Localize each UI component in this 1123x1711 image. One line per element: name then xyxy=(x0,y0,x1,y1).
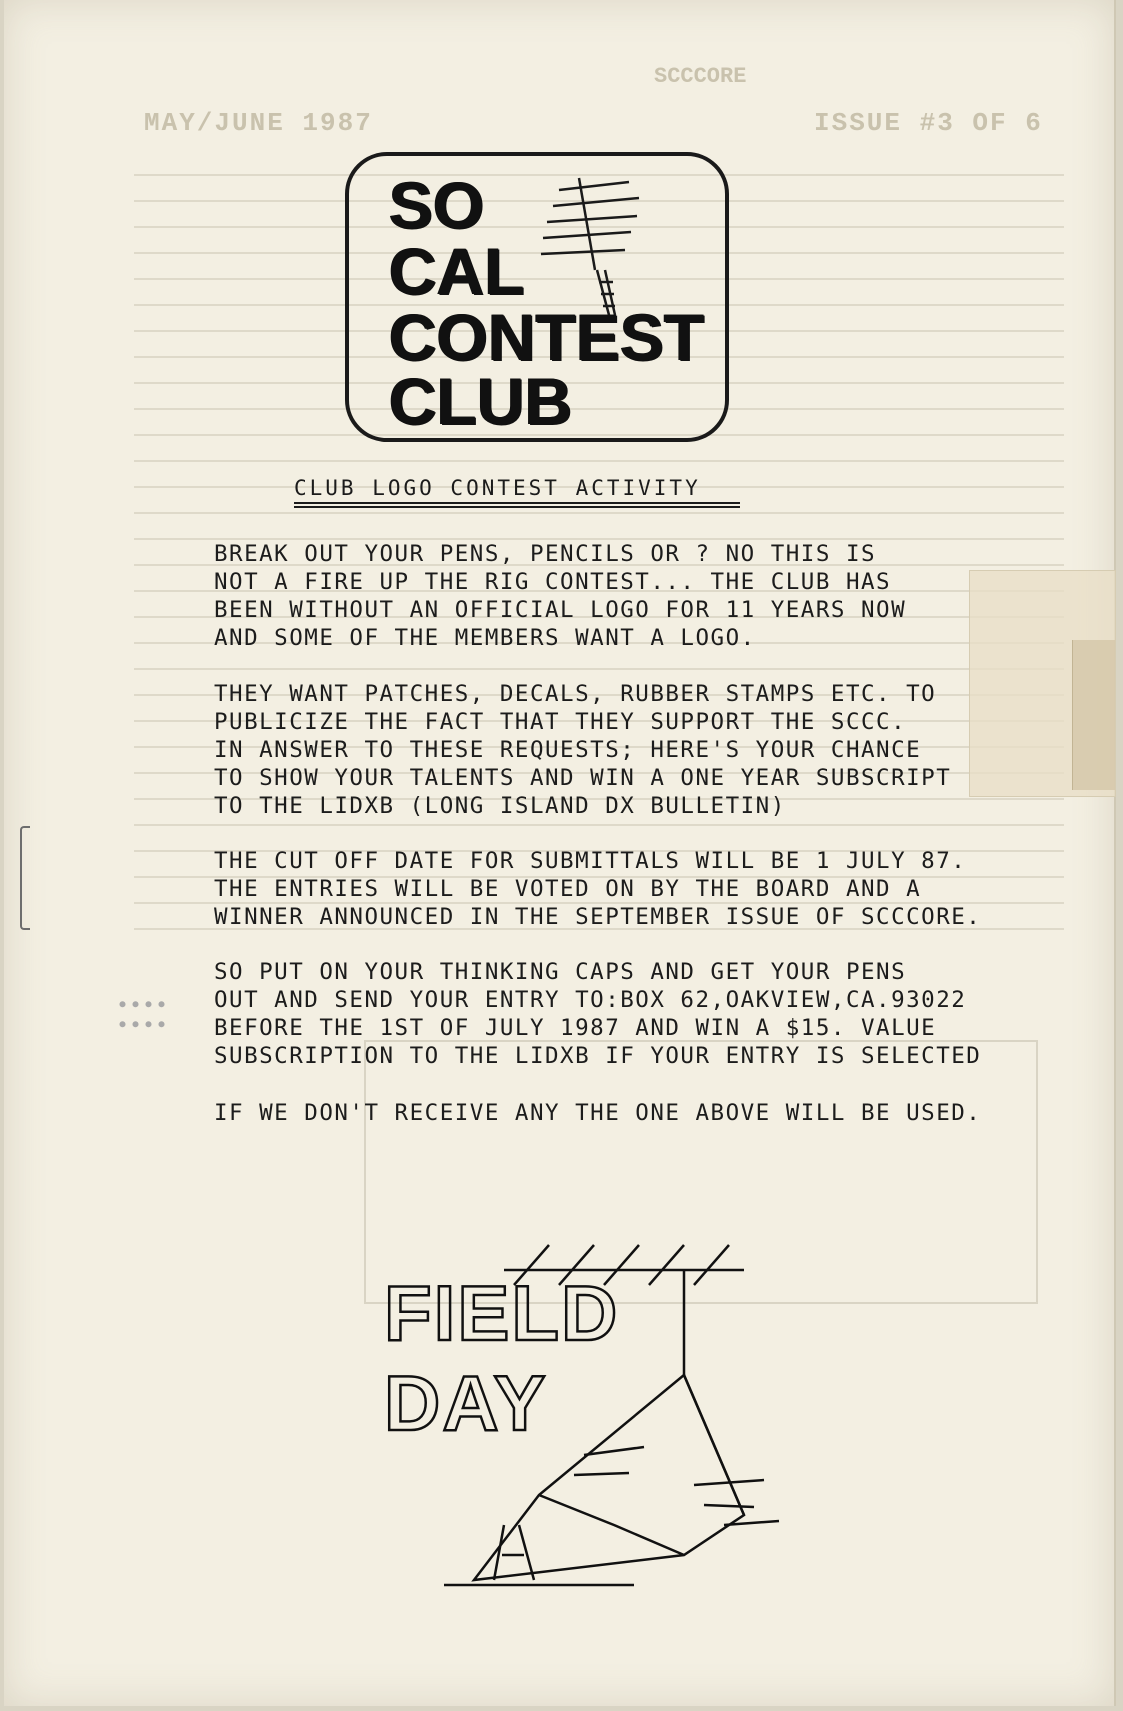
bleed-through-title: SCCCORE xyxy=(654,64,747,89)
punch-marks-2: ⦁⦁⦁⦁ xyxy=(119,1016,171,1032)
paragraph-fallback: IF WE DON'T RECEIVE ANY THE ONE ABOVE WILL BE USED. xyxy=(214,1100,982,1126)
logo-word-contest: CONTEST xyxy=(389,300,705,374)
field-day-word-2: DAY xyxy=(384,1359,548,1447)
punch-marks: ⦁⦁⦁⦁ xyxy=(119,996,171,1012)
document-page xyxy=(4,0,1116,1706)
paragraph-intro: BREAK OUT YOUR PENS, PENCILS OR ? NO THIS IS NOT A FIRE UP THE RIG CONTEST... THE CLUB HAS BEEN WITHOUT AN OFFICIAL LOGO FOR 11 YEARS NOW AND SOME OF THE MEMBERS WANT A LOGO. xyxy=(214,541,907,651)
logo-word-so: SO xyxy=(389,168,485,242)
antenna-icon xyxy=(519,170,659,320)
paragraph-deadline: THE CUT OFF DATE FOR SUBMITTALS WILL BE 1 JULY 87. THE ENTRIES WILL BE VOTED ON BY THE BOARD AND A WINNER ANNOUNCED IN THE SEPTEMBER ISSUE OF SCCCORE. xyxy=(214,848,982,930)
page-heading: CLUB LOGO CONTEST ACTIVITY xyxy=(294,476,740,504)
logo-word-club: CLUB xyxy=(389,364,573,438)
club-logo xyxy=(345,152,729,442)
paragraph-requests: THEY WANT PATCHES, DECALS, RUBBER STAMPS ETC. TO PUBLICIZE THE FACT THAT THEY SUPPORT THE SCCC. IN ANSWER TO THESE REQUESTS; HERE'S YOUR CHANCE TO SHOW YOUR TALENTS AND WIN A ONE YEAR SUBSCRIPT TO THE LIDXB (LONG ISLAND DX BULLETIN) xyxy=(214,681,952,819)
field-day-word-1: FIELD xyxy=(384,1269,620,1357)
bleed-through-right-banner: ISSUE #3 OF 6 xyxy=(814,108,1043,138)
bleed-through-left-banner: MAY/JUNE 1987 xyxy=(144,108,373,138)
logo-word-cal: CAL xyxy=(389,234,525,308)
field-day-illustration xyxy=(384,1225,814,1605)
heading-underline xyxy=(294,506,740,508)
staple xyxy=(20,826,30,930)
paragraph-submission: SO PUT ON YOUR THINKING CAPS AND GET YOUR PENS OUT AND SEND YOUR ENTRY TO:BOX 62,OAKVIEW,CA.93022 BEFORE THE 1ST OF JULY 1987 AND WIN A $15. VALUE SUBSCRIPTION TO THE LIDXB IF YOUR ENTRY IS SELECTED xyxy=(214,959,982,1069)
